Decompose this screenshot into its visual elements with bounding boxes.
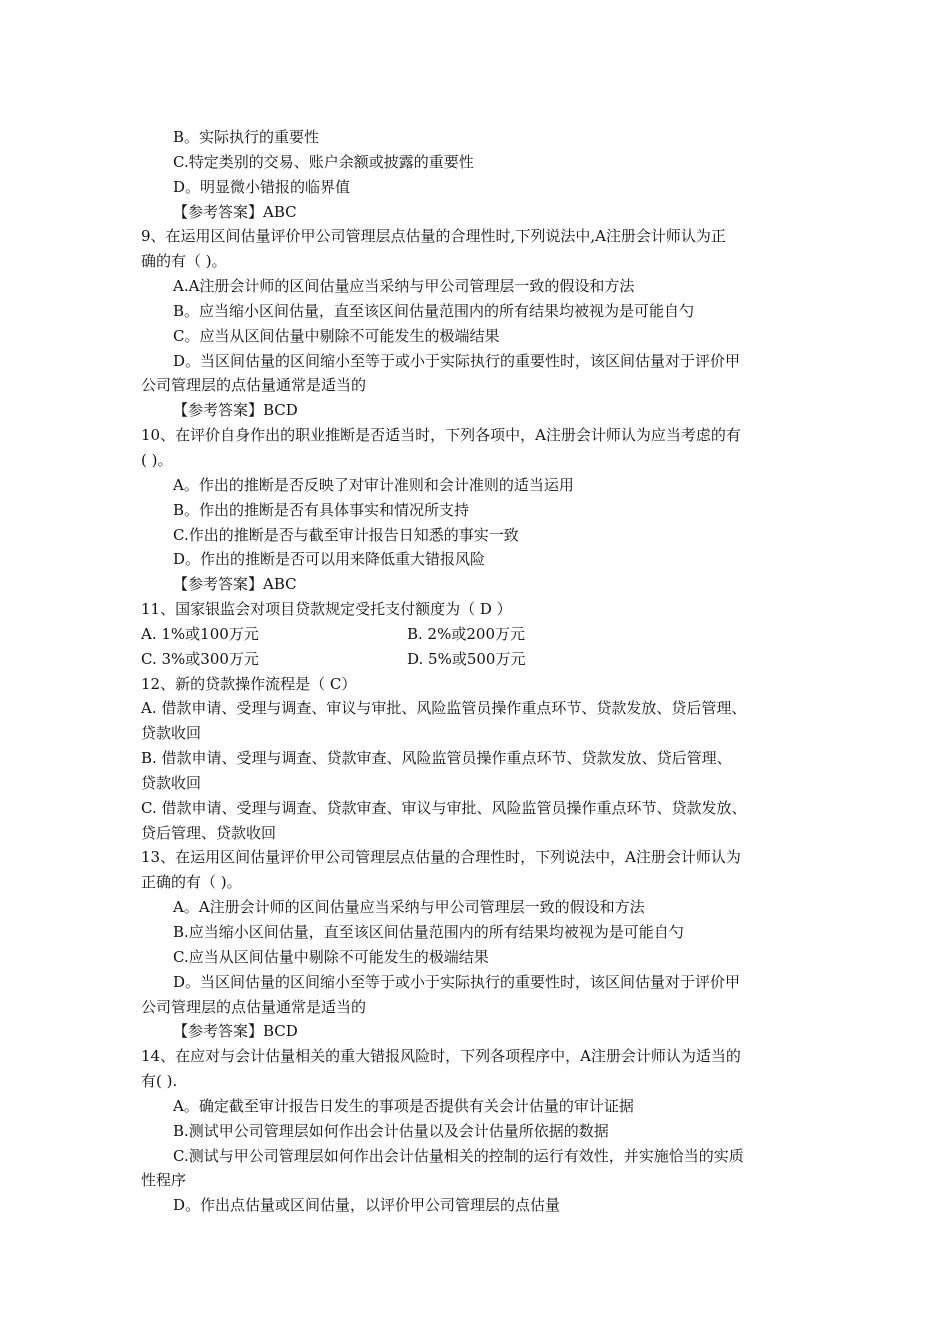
q13-answer: 【参考答案】BCD	[173, 1022, 298, 1041]
q14-option-b: B.测试甲公司管理层如何作出会计估量以及会计估量所依据的数据	[173, 1121, 609, 1140]
q8-answer: 【参考答案】ABC	[173, 202, 297, 221]
q9-option-d: D。当区间估量的区间缩小至等于或小于实际执行的重要性时，该区间估量对于评价甲	[173, 351, 741, 370]
q10-answer: 【参考答案】ABC	[173, 575, 297, 594]
q9-option-a: A.A注册会计师的区间估量应当采纳与甲公司管理层一致的假设和方法	[173, 277, 635, 296]
q10-option-b: B。作出的推断是否有具体事实和情况所支持	[173, 500, 470, 519]
q14-option-c: C.测试与甲公司管理层如何作出会计估量相关的控制的运行有效性，并实施恰当的实质	[173, 1146, 744, 1165]
q12-option-a: A. 借款申请、受理与调查、审议与审批、风险监管员操作重点环节、贷款发放、贷后管理、	[141, 699, 747, 718]
q12-option-c: C. 借款申请、受理与调查、贷款审查、审议与审批、风险监管员操作重点环节、贷款发放、	[141, 798, 747, 817]
q14-option-a: A。确定截至审计报告日发生的事项是否提供有关会计估量的审计证据	[173, 1096, 634, 1115]
q13-option-d-continued: 公司管理层的点估量通常是适当的	[141, 997, 367, 1016]
q12-option-a-continued: 贷款收回	[141, 724, 202, 743]
q14-stem-line-2: 有( ).	[141, 1072, 178, 1091]
q14-option-d: D。作出点估量或区间估量，以评价甲公司管理层的点估量	[173, 1196, 561, 1215]
q11-option-c: C. 3%或300万元	[141, 649, 259, 668]
q14-option-c-continued: 性程序	[141, 1171, 187, 1190]
q8-option-b: B。实际执行的重要性	[173, 128, 320, 146]
q11-stem: 11、国家银监会对项目贷款规定受托支付额度为（ D ）	[141, 600, 512, 619]
q9-option-c: C。应当从区间估量中剔除不可能发生的极端结果	[173, 326, 500, 345]
q11-option-b: B. 2%或200万元	[407, 624, 525, 643]
q10-stem-line-1: 10、在评价自身作出的职业推断是否适当时，下列各项中，A注册会计师认为应当考虑的有	[141, 426, 741, 445]
q10-option-d: D。作出的推断是否可以用来降低重大错报风险	[173, 550, 486, 569]
q12-option-c-continued: 贷后管理、贷款收回	[141, 823, 277, 842]
q14-stem-line-1: 14、在应对与会计估量相关的重大错报风险时，下列各项程序中，A注册会计师认为适当的	[141, 1047, 741, 1066]
q11-option-a: A. 1%或100万元	[141, 624, 259, 643]
document-body	[141, 125, 811, 1218]
q9-stem-line-2: 确的有（ )。	[141, 252, 227, 271]
q13-option-b: B.应当缩小区间估量，直至该区间估量范围内的所有结果均被视为是可能自勺	[173, 923, 684, 941]
q13-stem-line-1: 13、在运用区间估量评价甲公司管理层点估量的合理性时，下列说法中，A注册会计师认为	[141, 848, 741, 867]
q9-option-d-continued: 公司管理层的点估量通常是适当的	[141, 376, 367, 395]
q9-answer: 【参考答案】BCD	[173, 401, 298, 420]
q12-stem: 12、新的贷款操作流程是（ C）	[141, 674, 357, 693]
q12-option-b: B. 借款申请、受理与调查、贷款审查、风险监管员操作重点环节、贷款发放、贷后管理、	[141, 749, 732, 768]
q10-stem-line-2: ( )。	[141, 450, 173, 469]
q12-option-b-continued: 贷款收回	[141, 773, 202, 792]
q11-option-d: D. 5%或500万元	[407, 649, 526, 668]
q9-option-b: B。应当缩小区间估量，直至该区间估量范围内的所有结果均被视为是可能自勺	[173, 301, 695, 320]
q11-options-row-2	[141, 647, 811, 672]
q11-options-row-1	[141, 622, 811, 647]
q10-option-a: A。作出的推断是否反映了对审计准则和会计准则的适当运用	[173, 475, 574, 494]
q8-option-d: D。明显微小错报的临界值	[173, 177, 351, 196]
q9-stem-line-1: 9、在运用区间估量评价甲公司管理层点估量的合理性时,下列说法中,A注册会计师认为正	[141, 227, 726, 246]
q13-option-a: A。A注册会计师的区间估量应当采纳与甲公司管理层一致的假设和方法	[173, 898, 645, 917]
q13-option-d: D。当区间估量的区间缩小至等于或小于实际执行的重要性时，该区间估量对于评价甲	[173, 972, 741, 991]
q13-option-c: C.应当从区间估量中剔除不可能发生的极端结果	[173, 947, 489, 966]
q8-option-c: C.特定类别的交易、账户余额或披露的重要性	[173, 152, 474, 171]
q10-option-c: C.作出的推断是否与截至审计报告日知悉的事实一致	[173, 525, 519, 544]
q13-stem-line-2: 正确的有（ )。	[141, 873, 242, 892]
